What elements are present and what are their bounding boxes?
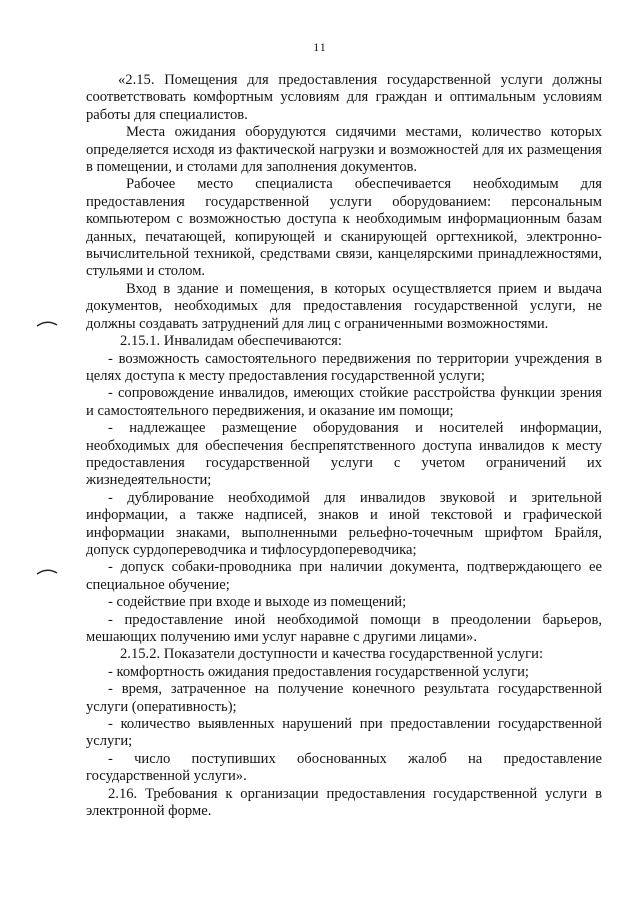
document-body xyxy=(86,72,602,820)
paragraph: 2.16. Требования к организации предоставления государственной услуги в электронной форме. xyxy=(86,785,602,820)
paragraph: Места ожидания оборудуются сидячими местами, количество которых определяется исходя из фактической нагрузки и возможностей для их размещения в помещении, и столами для заполнения документов. xyxy=(86,124,602,176)
list-item: - допуск собаки-проводника при наличии документа, подтверждающего ее специальное обучение; xyxy=(86,559,602,593)
paragraph: Вход в здание и помещения, в которых осуществляется прием и выдача документов, необходимых для предоставления государственной услуги, не должны создавать затруднений для лиц с ограниченными возможностями. xyxy=(86,280,602,332)
list-item: - число поступивших обоснованных жалоб на предоставление государственной услуги». xyxy=(86,750,602,785)
list-item: - время, затраченное на получение конечного результата государственной услуги (оперативность); xyxy=(86,681,602,715)
paragraph: 2.15.1. Инвалидам обеспечиваются: xyxy=(120,333,342,350)
paragraph: 2.15.2. Показатели доступности и качества государственной услуги: xyxy=(120,646,544,663)
page-number: 11 xyxy=(313,40,327,54)
list-item: - сопровождение инвалидов, имеющих стойкие расстройства функции зрения и самостоятельного передвижения, и оказание им помощи; xyxy=(86,385,602,419)
paragraph: Рабочее место специалиста обеспечивается необходимым для предоставления государственной услуги оборудованием: персональным компьютером с возможностью доступа к необходимым информационным базам данных, печатающей, копирующей и сканирующей оргтехникой, электронно-вычислительной техникой, средствами связи, канцелярскими принадлежностями, стульями и столом. xyxy=(86,176,602,280)
paragraph: «2.15. Помещения для предоставления государственной услуги должны соответствовать комфортным условиям для граждан и оптимальным условиям работы для специалистов. xyxy=(86,72,602,123)
list-item: - надлежащее размещение оборудования и носителей информации, необходимых для обеспечения беспрепятственного доступа инвалидов к месту предоставления государственной услуги с учетом ограничений их жизнедеятельности; xyxy=(86,420,602,489)
list-item: - возможность самостоятельного передвижения по территории учреждения в целях доступа к месту предоставления государственной услуги; xyxy=(86,350,602,384)
list-item: - предоставление иной необходимой помощи в преодолении барьеров, мешающих получению ими услуг наравне с другими лицами». xyxy=(86,611,602,645)
margin-mark xyxy=(36,566,58,576)
list-item: - количество выявленных нарушений при предоставлении государственной услуги; xyxy=(86,716,602,750)
list-item: - комфортность ожидания предоставления государственной услуги; xyxy=(108,663,529,680)
list-item: - дублирование необходимой для инвалидов звуковой и зрительной информации, а также надписей, знаков и иной текстовой и графической информации знаками, выполненными рельефно-точечным шрифтом Брайля, допуск сурдопереводчика и тифлосурдопереводчика; xyxy=(86,489,602,558)
margin-mark xyxy=(36,318,58,328)
list-item: - содействие при входе и выходе из помещений; xyxy=(108,594,407,611)
